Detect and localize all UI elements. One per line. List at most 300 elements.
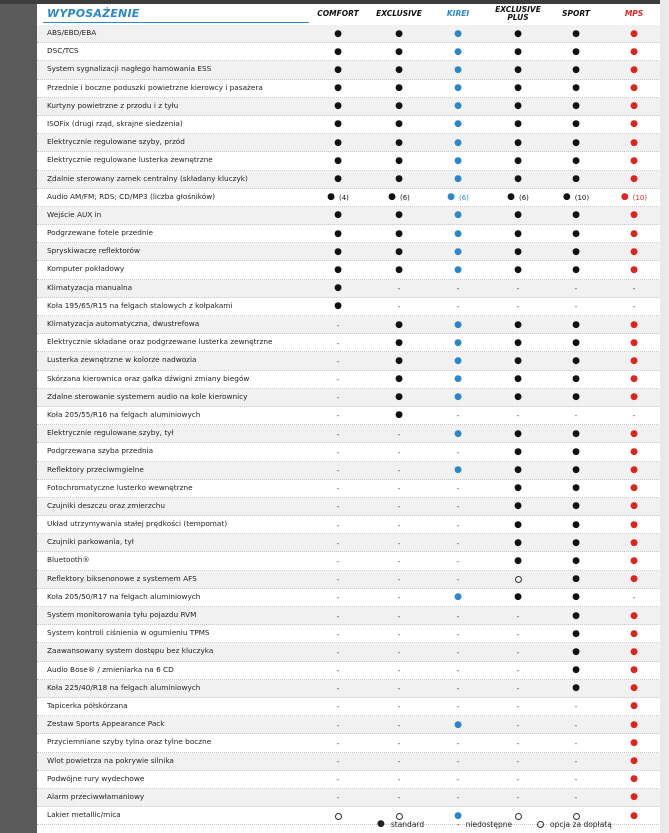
feature-label: Spryskiwacze reflektorów — [47, 246, 140, 256]
availability-cell — [487, 43, 549, 61]
table-row — [37, 571, 669, 589]
feature-label: Przednie i boczne poduszki powietrzne kierowcy i pasażera — [47, 82, 263, 92]
feature-label: Podwójne rury wydechowe — [47, 773, 145, 783]
availability-cell — [487, 462, 549, 480]
standard-dot-icon: ● — [454, 174, 462, 184]
availability-cell — [603, 443, 665, 461]
availability-cell — [368, 680, 430, 698]
dash-icon: - — [336, 702, 340, 712]
standard-dot-icon: ● — [572, 355, 580, 366]
standard-dot-icon: ● — [514, 501, 522, 512]
availability-cell — [545, 771, 607, 789]
feature-label: Lusterka zewnętrzne w kolorze nadwozia — [47, 355, 197, 365]
availability-cell — [368, 334, 430, 352]
availability-cell — [487, 571, 549, 589]
table-row — [37, 261, 669, 279]
availability-cell — [427, 189, 489, 207]
availability-cell — [427, 116, 489, 134]
equipment-sheet — [37, 4, 669, 833]
availability-cell — [603, 80, 665, 98]
availability-cell — [545, 389, 607, 407]
dash-icon: - — [397, 629, 401, 639]
dash-icon: - — [336, 393, 340, 403]
availability-cell — [545, 207, 607, 225]
availability-cell — [603, 280, 665, 298]
dash-icon: - — [336, 575, 340, 585]
dash-icon: - — [397, 738, 401, 748]
feature-label: Koła 195/65/R15 na felgach stalowych z kołpakami — [47, 300, 233, 310]
standard-dot-icon: ● — [572, 483, 580, 494]
standard-dot-icon: ● — [572, 46, 580, 57]
availability-cell — [307, 680, 369, 698]
standard-dot-icon: ● — [572, 83, 580, 94]
dash-icon: - — [397, 684, 401, 694]
availability-cell — [307, 25, 369, 43]
availability-cell — [307, 734, 369, 752]
availability-cell — [545, 789, 607, 807]
availability-cell — [603, 698, 665, 716]
availability-cell — [545, 625, 607, 643]
table-row — [37, 662, 669, 680]
standard-dot-icon: ● — [334, 83, 342, 94]
availability-cell — [545, 480, 607, 498]
legend-unavailable — [457, 817, 512, 831]
standard-dot-icon: ● — [572, 501, 580, 512]
availability-cell — [368, 61, 430, 79]
availability-cell — [487, 116, 549, 134]
availability-cell — [487, 552, 549, 570]
standard-dot-icon: ● — [454, 264, 462, 275]
availability-cell — [487, 589, 549, 607]
availability-cell — [487, 716, 549, 734]
standard-dot-icon: ● — [395, 246, 403, 257]
availability-cell — [545, 425, 607, 443]
standard-dot-icon: ● — [514, 228, 522, 239]
dash-icon: - — [336, 520, 340, 530]
dash-icon: - — [397, 429, 401, 439]
availability-cell — [487, 243, 549, 261]
dash-icon: - — [456, 793, 460, 803]
availability-cell — [603, 625, 665, 643]
availability-cell — [487, 771, 549, 789]
availability-cell — [603, 789, 665, 807]
standard-dot-icon: ● — [514, 64, 522, 75]
availability-cell — [603, 352, 665, 370]
standard-dot-icon: ● — [572, 519, 580, 530]
availability-cell — [427, 80, 489, 98]
standard-dot-icon: ● — [572, 119, 580, 130]
availability-cell — [545, 25, 607, 43]
availability-cell — [307, 425, 369, 443]
availability-cell — [603, 480, 665, 498]
table-row — [37, 425, 669, 443]
standard-dot-icon: ● — [514, 355, 522, 366]
standard-dot-icon: ● — [630, 446, 638, 457]
availability-cell — [545, 607, 607, 625]
availability-cell — [487, 134, 549, 152]
availability-cell — [487, 207, 549, 225]
dash-icon: - — [397, 720, 401, 730]
feature-label: Zaawansowany system dostępu bez kluczyka — [47, 646, 214, 656]
table-row — [37, 152, 669, 170]
dash-icon: - — [336, 375, 340, 385]
standard-dot-icon: ● — [630, 337, 638, 348]
availability-cell — [487, 480, 549, 498]
availability-cell — [545, 352, 607, 370]
standard-dot-icon: ● — [572, 228, 580, 239]
availability-cell — [368, 134, 430, 152]
dash-icon: - — [632, 411, 636, 421]
standard-dot-icon: ● — [454, 465, 462, 475]
standard-dot-icon: ● — [377, 819, 385, 829]
availability-cell — [545, 680, 607, 698]
standard-dot-icon: ● — [334, 246, 342, 257]
availability-cell — [368, 98, 430, 116]
feature-label: Komputer pokładowy — [47, 264, 125, 274]
standard-dot-icon: ● — [630, 792, 638, 803]
dash-icon: - — [516, 738, 520, 748]
feature-label: System kontroli ciśnienia w ogumieniu TPMS — [47, 628, 210, 638]
table-row — [37, 753, 669, 771]
standard-dot-icon: ● — [395, 83, 403, 94]
standard-dot-icon: ● — [454, 155, 462, 166]
standard-dot-icon: ● — [630, 719, 638, 730]
dash-icon: - — [397, 447, 401, 457]
dash-icon: - — [336, 338, 340, 348]
availability-cell — [487, 171, 549, 189]
availability-cell — [307, 316, 369, 334]
availability-cell — [545, 261, 607, 279]
dash-icon: - — [516, 702, 520, 712]
availability-cell — [368, 261, 430, 279]
availability-cell — [307, 80, 369, 98]
dash-icon: - — [574, 284, 578, 294]
standard-dot-icon: ● — [454, 210, 462, 221]
availability-cell — [603, 662, 665, 680]
availability-cell — [427, 698, 489, 716]
availability-cell — [545, 716, 607, 734]
feature-label: Zdalnie sterowany zamek centralny (składany kluczyk) — [47, 173, 248, 183]
standard-dot-icon: ● — [630, 501, 638, 512]
availability-cell — [427, 771, 489, 789]
dash-icon: - — [516, 720, 520, 730]
standard-dot-icon: ● — [334, 283, 342, 294]
standard-dot-icon: ● — [395, 119, 403, 130]
availability-cell — [307, 261, 369, 279]
dash-icon: - — [336, 793, 340, 803]
standard-dot-icon: ● — [630, 355, 638, 366]
feature-label: Koła 205/55/R16 na felgach aluminiowych — [47, 409, 201, 419]
standard-dot-icon: ● — [454, 137, 462, 148]
availability-cell — [307, 571, 369, 589]
availability-cell — [603, 807, 665, 825]
standard-dot-icon: ● — [630, 28, 638, 39]
standard-dot-icon: ● — [514, 519, 522, 530]
availability-cell — [603, 753, 665, 771]
feature-label: Reflektory przeciwmgielne — [47, 464, 144, 474]
standard-dot-icon: ● — [630, 174, 638, 184]
dash-icon: - — [516, 302, 520, 312]
standard-dot-icon: ● — [630, 46, 638, 57]
standard-dot-icon: ● — [454, 83, 462, 94]
standard-dot-icon: ● — [334, 174, 342, 184]
table-row — [37, 534, 669, 552]
availability-cell — [545, 371, 607, 389]
table-row — [37, 771, 669, 789]
standard-dot-icon: ● — [395, 64, 403, 75]
feature-label: Elektrycznie regulowane lusterka zewnętrzne — [47, 155, 213, 165]
standard-dot-icon: ● — [572, 646, 580, 657]
availability-cell — [487, 80, 549, 98]
availability-cell — [307, 607, 369, 625]
availability-cell — [307, 716, 369, 734]
availability-cell — [368, 243, 430, 261]
availability-cell — [368, 643, 430, 661]
availability-cell — [427, 498, 489, 516]
availability-cell — [307, 371, 369, 389]
availability-cell — [487, 298, 549, 316]
availability-cell — [545, 534, 607, 552]
availability-cell — [368, 80, 430, 98]
availability-cell — [368, 171, 430, 189]
standard-dot-icon: ● — [630, 392, 638, 403]
availability-cell — [368, 225, 430, 243]
standard-dot-icon: ● — [630, 137, 638, 148]
availability-cell — [427, 716, 489, 734]
standard-dot-icon: ● — [572, 174, 580, 184]
standard-dot-icon: ● — [514, 392, 522, 403]
standard-dot-icon: ● — [514, 46, 522, 57]
standard-dot-icon: ● — [447, 192, 455, 203]
availability-cell — [487, 61, 549, 79]
availability-cell — [545, 61, 607, 79]
standard-dot-icon: ● — [572, 392, 580, 403]
availability-cell — [427, 753, 489, 771]
availability-cell — [427, 589, 489, 607]
standard-dot-icon: ● — [327, 192, 335, 203]
table-row — [37, 407, 669, 425]
standard-dot-icon: ● — [572, 374, 580, 385]
dash-icon: - — [456, 684, 460, 694]
availability-cell — [487, 316, 549, 334]
availability-cell — [603, 261, 665, 279]
availability-cell — [427, 98, 489, 116]
availability-cell — [368, 534, 430, 552]
availability-cell — [545, 734, 607, 752]
availability-cell — [307, 698, 369, 716]
dash-icon: - — [632, 284, 636, 294]
standard-dot-icon: ● — [334, 119, 342, 130]
availability-cell — [603, 589, 665, 607]
availability-cell — [427, 152, 489, 170]
standard-dot-icon: ● — [572, 683, 580, 694]
availability-cell — [487, 607, 549, 625]
standard-dot-icon: ● — [454, 592, 462, 603]
standard-dot-icon: ● — [334, 210, 342, 221]
dash-icon: - — [574, 720, 578, 730]
standard-dot-icon: ● — [454, 810, 462, 821]
availability-cell — [307, 207, 369, 225]
dash-icon: - — [397, 575, 401, 585]
standard-dot-icon: ● — [630, 519, 638, 530]
availability-cell — [603, 734, 665, 752]
standard-dot-icon: ● — [514, 319, 522, 330]
optional-circle-icon — [537, 821, 544, 828]
table-row — [37, 243, 669, 261]
optional-circle-icon — [515, 813, 522, 820]
standard-dot-icon: ● — [572, 465, 580, 475]
feature-label: Reflektory biksenonowe z systemem AFS — [47, 573, 197, 583]
standard-dot-icon: ● — [572, 555, 580, 566]
standard-dot-icon: ● — [572, 101, 580, 112]
feature-label: Elektrycznie składane oraz podgrzewane lusterka zewnętrzne — [47, 337, 273, 347]
standard-dot-icon: ● — [454, 119, 462, 130]
availability-cell — [427, 298, 489, 316]
availability-cell — [603, 152, 665, 170]
availability-cell — [603, 680, 665, 698]
feature-label: Skórzana kierownica oraz gałka dźwigni zmiany biegów — [47, 373, 250, 383]
availability-cell — [427, 625, 489, 643]
availability-cell — [545, 589, 607, 607]
availability-cell — [307, 589, 369, 607]
availability-cell — [487, 261, 549, 279]
availability-cell — [487, 789, 549, 807]
availability-cell — [487, 625, 549, 643]
availability-cell — [545, 498, 607, 516]
legend-optional — [537, 817, 612, 831]
availability-cell — [487, 280, 549, 298]
availability-cell — [487, 152, 549, 170]
dash-icon: - — [336, 666, 340, 676]
standard-dot-icon: ● — [572, 28, 580, 39]
standard-dot-icon: ● — [572, 264, 580, 275]
table-row — [37, 443, 669, 461]
feature-label: Koła 225/40/R18 na felgach aluminiowych — [47, 682, 201, 692]
feature-label: Klimatyzacja automatyczna, dwustrefowa — [47, 319, 200, 328]
dash-icon: - — [516, 757, 520, 766]
standard-dot-icon: ● — [572, 446, 580, 457]
standard-dot-icon: ● — [334, 137, 342, 148]
standard-dot-icon: ● — [630, 774, 638, 785]
dash-icon: - — [456, 702, 460, 712]
availability-cell — [307, 43, 369, 61]
standard-dot-icon: ● — [572, 610, 580, 621]
speaker-count: (10) — [632, 193, 648, 202]
standard-dot-icon: ● — [630, 374, 638, 385]
table-row — [37, 98, 669, 116]
dash-icon: - — [336, 466, 340, 475]
availability-cell — [603, 225, 665, 243]
standard-dot-icon: ● — [514, 101, 522, 112]
availability-cell — [427, 734, 489, 752]
availability-cell — [427, 225, 489, 243]
availability-cell — [368, 698, 430, 716]
dash-icon: - — [336, 593, 340, 603]
availability-cell — [487, 425, 549, 443]
availability-cell — [307, 280, 369, 298]
dash-icon: - — [336, 502, 340, 512]
standard-dot-icon: ● — [514, 137, 522, 148]
table-row — [37, 480, 669, 498]
standard-dot-icon: ● — [630, 683, 638, 694]
standard-dot-icon: ● — [514, 337, 522, 348]
feature-label: Elektrycznie regulowane szyby, tył — [47, 428, 174, 438]
availability-cell — [603, 43, 665, 61]
availability-cell — [368, 207, 430, 225]
table-row — [37, 698, 669, 716]
dash-icon: - — [516, 611, 520, 621]
standard-dot-icon: ● — [395, 210, 403, 221]
availability-cell — [427, 534, 489, 552]
availability-cell — [487, 25, 549, 43]
dash-icon: - — [632, 302, 636, 312]
standard-dot-icon: ● — [514, 264, 522, 275]
dash-icon: - — [397, 556, 401, 566]
table-row — [37, 280, 669, 298]
standard-dot-icon: ● — [454, 719, 462, 730]
availability-cell — [368, 443, 430, 461]
standard-dot-icon: ● — [572, 337, 580, 348]
feature-label: Fotochromatyczne lusterko wewnętrzne — [47, 482, 193, 492]
legend-optional-label: opcja za dopłatą — [550, 819, 612, 829]
column-header: COMFORT — [317, 9, 359, 18]
availability-cell — [487, 753, 549, 771]
availability-cell — [487, 643, 549, 661]
availability-cell — [487, 680, 549, 698]
table-row — [37, 789, 669, 807]
standard-dot-icon: ● — [514, 374, 522, 385]
availability-cell — [603, 407, 665, 425]
availability-cell — [545, 516, 607, 534]
availability-cell — [307, 753, 369, 771]
availability-cell — [603, 552, 665, 570]
availability-cell — [545, 571, 607, 589]
dash-icon: - — [397, 538, 401, 548]
availability-cell — [307, 662, 369, 680]
availability-cell — [487, 734, 549, 752]
standard-dot-icon: ● — [630, 101, 638, 112]
availability-cell — [545, 407, 607, 425]
availability-cell — [545, 462, 607, 480]
feature-label: Koła 205/50/R17 na felgach aluminiowych — [47, 591, 201, 601]
dash-icon: - — [397, 302, 401, 312]
standard-dot-icon: ● — [572, 592, 580, 603]
dash-icon: - — [456, 502, 460, 512]
dash-icon: - — [516, 284, 520, 294]
availability-cell — [603, 607, 665, 625]
availability-cell — [368, 480, 430, 498]
column-header: EXCLUSIVE PLUS — [495, 5, 541, 22]
availability-cell — [368, 607, 430, 625]
dash-icon: - — [397, 284, 401, 294]
availability-cell — [368, 425, 430, 443]
availability-cell — [487, 698, 549, 716]
availability-cell — [545, 753, 607, 771]
feature-label: Elektrycznie regulowane szyby, przód — [47, 137, 185, 147]
availability-cell — [545, 443, 607, 461]
optional-circle-icon — [335, 813, 342, 820]
availability-cell — [427, 334, 489, 352]
availability-cell — [603, 334, 665, 352]
availability-cell — [368, 189, 430, 207]
availability-cell — [427, 425, 489, 443]
table-row — [37, 225, 669, 243]
dash-icon: - — [456, 611, 460, 621]
standard-dot-icon: ● — [514, 465, 522, 475]
optional-circle-icon — [515, 576, 522, 583]
standard-dot-icon: ● — [395, 137, 403, 148]
dash-icon: - — [336, 757, 340, 766]
